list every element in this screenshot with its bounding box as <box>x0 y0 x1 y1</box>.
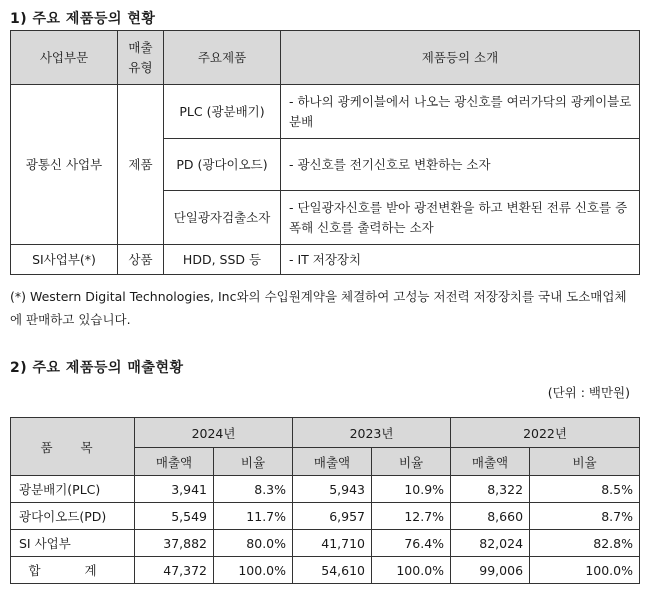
cell-value: 8.5% <box>530 476 640 503</box>
cell-value: 37,882 <box>135 530 214 557</box>
header-ratio: 비율 <box>530 448 640 476</box>
product-spd: 단일광자검출소자 <box>164 191 281 245</box>
cell-value: 8,660 <box>451 503 530 530</box>
header-year-2023: 2023년 <box>293 418 451 448</box>
product-plc: PLC (광분배기) <box>164 85 281 139</box>
header-ratio: 비율 <box>214 448 293 476</box>
cell-value: 12.7% <box>372 503 451 530</box>
intro-spd: - 단일광자신호를 받아 광전변환을 하고 변환된 전류 신호를 증폭해 신호를 출력하는 소자 <box>281 191 640 245</box>
cell-value: 8.3% <box>214 476 293 503</box>
section2-heading: 2) 주요 제품등의 매출현황 <box>10 360 184 376</box>
header-year-2024: 2024년 <box>135 418 293 448</box>
header-year-2022: 2022년 <box>451 418 640 448</box>
product-pd: PD (광다이오드) <box>164 139 281 191</box>
sales-type-goods: 상품 <box>118 245 164 275</box>
cell-value: 8.7% <box>530 503 640 530</box>
table-row <box>11 503 640 530</box>
cell-value: 41,710 <box>293 530 372 557</box>
header-sales: 매출액 <box>293 448 372 476</box>
header-intro: 제품등의 소개 <box>281 31 640 85</box>
division-si: SI사업부(*) <box>11 245 118 275</box>
cell-value: 47,372 <box>135 557 214 584</box>
intro-pd: - 광신호를 전기신호로 변환하는 소자 <box>281 139 640 191</box>
footnote: (*) Western Digital Technologies, Inc와의 수입원계약을 체결하여 고성능 저전력 저장장치를 국내 도소매업체에 판매하고 있습니다. <box>10 289 627 327</box>
cell-value: 5,549 <box>135 503 214 530</box>
table-row <box>11 530 640 557</box>
item-label: 광다이오드(PD) <box>11 503 135 530</box>
cell-value: 80.0% <box>214 530 293 557</box>
product-storage: HDD, SSD 등 <box>164 245 281 275</box>
cell-value: 10.9% <box>372 476 451 503</box>
cell-value: 6,957 <box>293 503 372 530</box>
unit-label: (단위 : 백만원) <box>547 385 630 400</box>
header-sales-type: 매출 유형 <box>118 31 164 85</box>
table-row <box>11 476 640 503</box>
cell-value: 100.0% <box>372 557 451 584</box>
sales-status-table <box>10 417 640 584</box>
header-product: 주요제품 <box>164 31 281 85</box>
header-ratio: 비율 <box>372 448 451 476</box>
header-sales: 매출액 <box>135 448 214 476</box>
intro-plc: - 하나의 광케이블에서 나오는 광신호를 여러가닥의 광케이블로 분배 <box>281 85 640 139</box>
item-label: SI 사업부 <box>11 530 135 557</box>
section1-heading: 1) 주요 제품등의 현황 <box>10 11 156 27</box>
cell-value: 100.0% <box>530 557 640 584</box>
cell-value: 54,610 <box>293 557 372 584</box>
intro-storage: - IT 저장장치 <box>281 245 640 275</box>
cell-value: 99,006 <box>451 557 530 584</box>
header-division: 사업부문 <box>11 31 118 85</box>
division-optical: 광통신 사업부 <box>11 85 118 245</box>
cell-value: 8,322 <box>451 476 530 503</box>
cell-value: 76.4% <box>372 530 451 557</box>
cell-value: 11.7% <box>214 503 293 530</box>
table-row-total <box>11 557 640 584</box>
item-label-total: 합 계 <box>11 557 135 584</box>
cell-value: 3,941 <box>135 476 214 503</box>
header-sales: 매출액 <box>451 448 530 476</box>
cell-value: 82.8% <box>530 530 640 557</box>
product-status-table <box>10 30 640 275</box>
cell-value: 5,943 <box>293 476 372 503</box>
sales-type-product: 제품 <box>118 85 164 245</box>
item-label: 광분배기(PLC) <box>11 476 135 503</box>
cell-value: 100.0% <box>214 557 293 584</box>
cell-value: 82,024 <box>451 530 530 557</box>
header-item: 품 목 <box>11 418 135 476</box>
